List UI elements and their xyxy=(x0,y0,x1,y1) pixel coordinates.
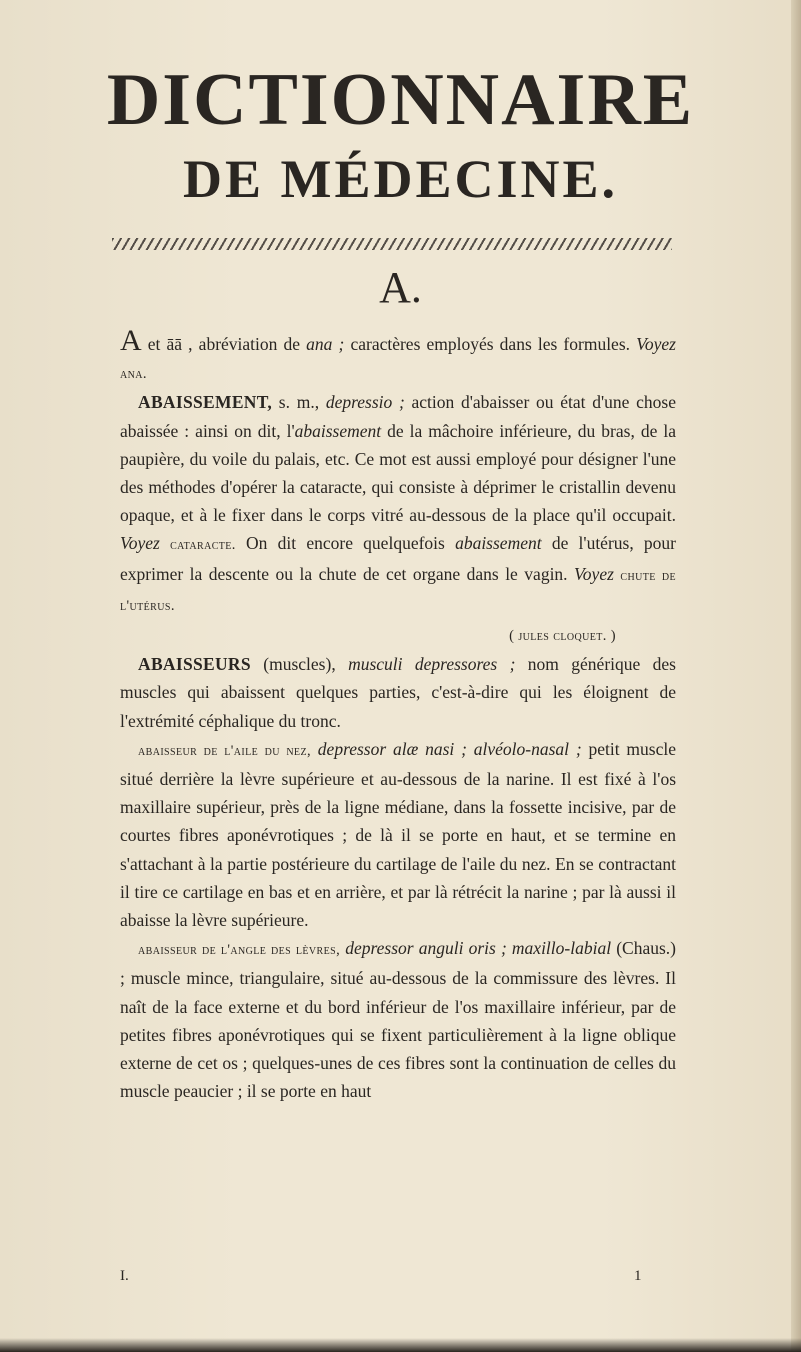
headword: A xyxy=(120,324,142,357)
title-line-2: DE MÉDECINE. xyxy=(182,149,619,209)
body-text xyxy=(120,324,677,1105)
headword: ABAISSEMENT, xyxy=(138,392,273,413)
section-letter: A. xyxy=(379,263,422,312)
entry-abaisseur-angle-levres: abaisseur de l'angle des lèvres, depressor anguli oris ; maxillo-labial (Chaus.) ; muscle mince, triangulaire, situé au-dessous de la commissure des lèvres. Il naît de la face externe et du bord inférieur de l'os maxillaire inférieur, par de petites fibres aponévrotiques qui se fixent particulièrement à la ligne oblique externe de cet os ; quelques-unes de ces fibres sont la continuation de celles du muscle peaucier ; il se porte en haut xyxy=(120,938,676,1102)
entry-abaissement: ABAISSEMENT, s. m., depressio ; action d'abaisser ou état d'une chose abaissée : ainsi on dit, l'abaissement de la mâchoire inférieure, du bras, de la paupière, du voile du palais, etc. Ce mot est aussi employé pour désigner l'une des méthodes d'opérer la cataracte, qui consiste à déprimer le cristallin devenu opaque, et à le fixer dans le corps vitré au-dessous de la place qu'il occupait. Voyez cataracte. On dit encore quelquefois abaissement de l'utérus, pour exprimer la descente ou la chute de cet organe dans le vagin. Voyez chute de l'utérus. xyxy=(120,392,677,614)
entry-abaisseur-aile-du-nez: abaisseur de l'aile du nez, depressor alæ nasi ; alvéolo-nasal ; petit muscle situé derrière la lèvre supérieure et au-dessous de la narine. Il est fixé à l'os maxillaire supérieur, près de la ligne médiane, dans la fossette incisive, par de courtes fibres aponévrotiques ; de là il se porte en haut, et se termine en s'attachant à la partie postérieure du cartilage de l'aile du nez. En se contractant il tire ce cartilage en bas et en arrière, et par là rétrécit la narine ; par là aussi il abaisse la lèvre supérieure. xyxy=(120,738,676,931)
signature-mark: 1 xyxy=(634,1268,642,1284)
title-line-1: DICTIONNAIRE xyxy=(106,59,695,141)
headword: abaisseur de l'angle des lèvres, xyxy=(138,942,341,959)
headword: abaisseur de l'aile du nez, xyxy=(138,742,311,759)
entry-abaisseurs: ABAISSEURS (muscles), musculi depressores ; nom générique des muscles qui abaissent quelques parties, c'est-à-dire qui les éloignent de l'extrémité céphalique du tronc. xyxy=(120,654,676,731)
volume-number: I. xyxy=(120,1268,129,1284)
entry-a: A et āā , abréviation de ana ; caractères employés dans les formules. Voyez ana. xyxy=(120,324,676,383)
ornamental-rule xyxy=(112,238,672,250)
author-signature: ( jules cloquet. ) xyxy=(509,628,616,645)
headword: ABAISSEURS xyxy=(138,654,251,675)
page-bottom-shadow xyxy=(0,1338,801,1352)
